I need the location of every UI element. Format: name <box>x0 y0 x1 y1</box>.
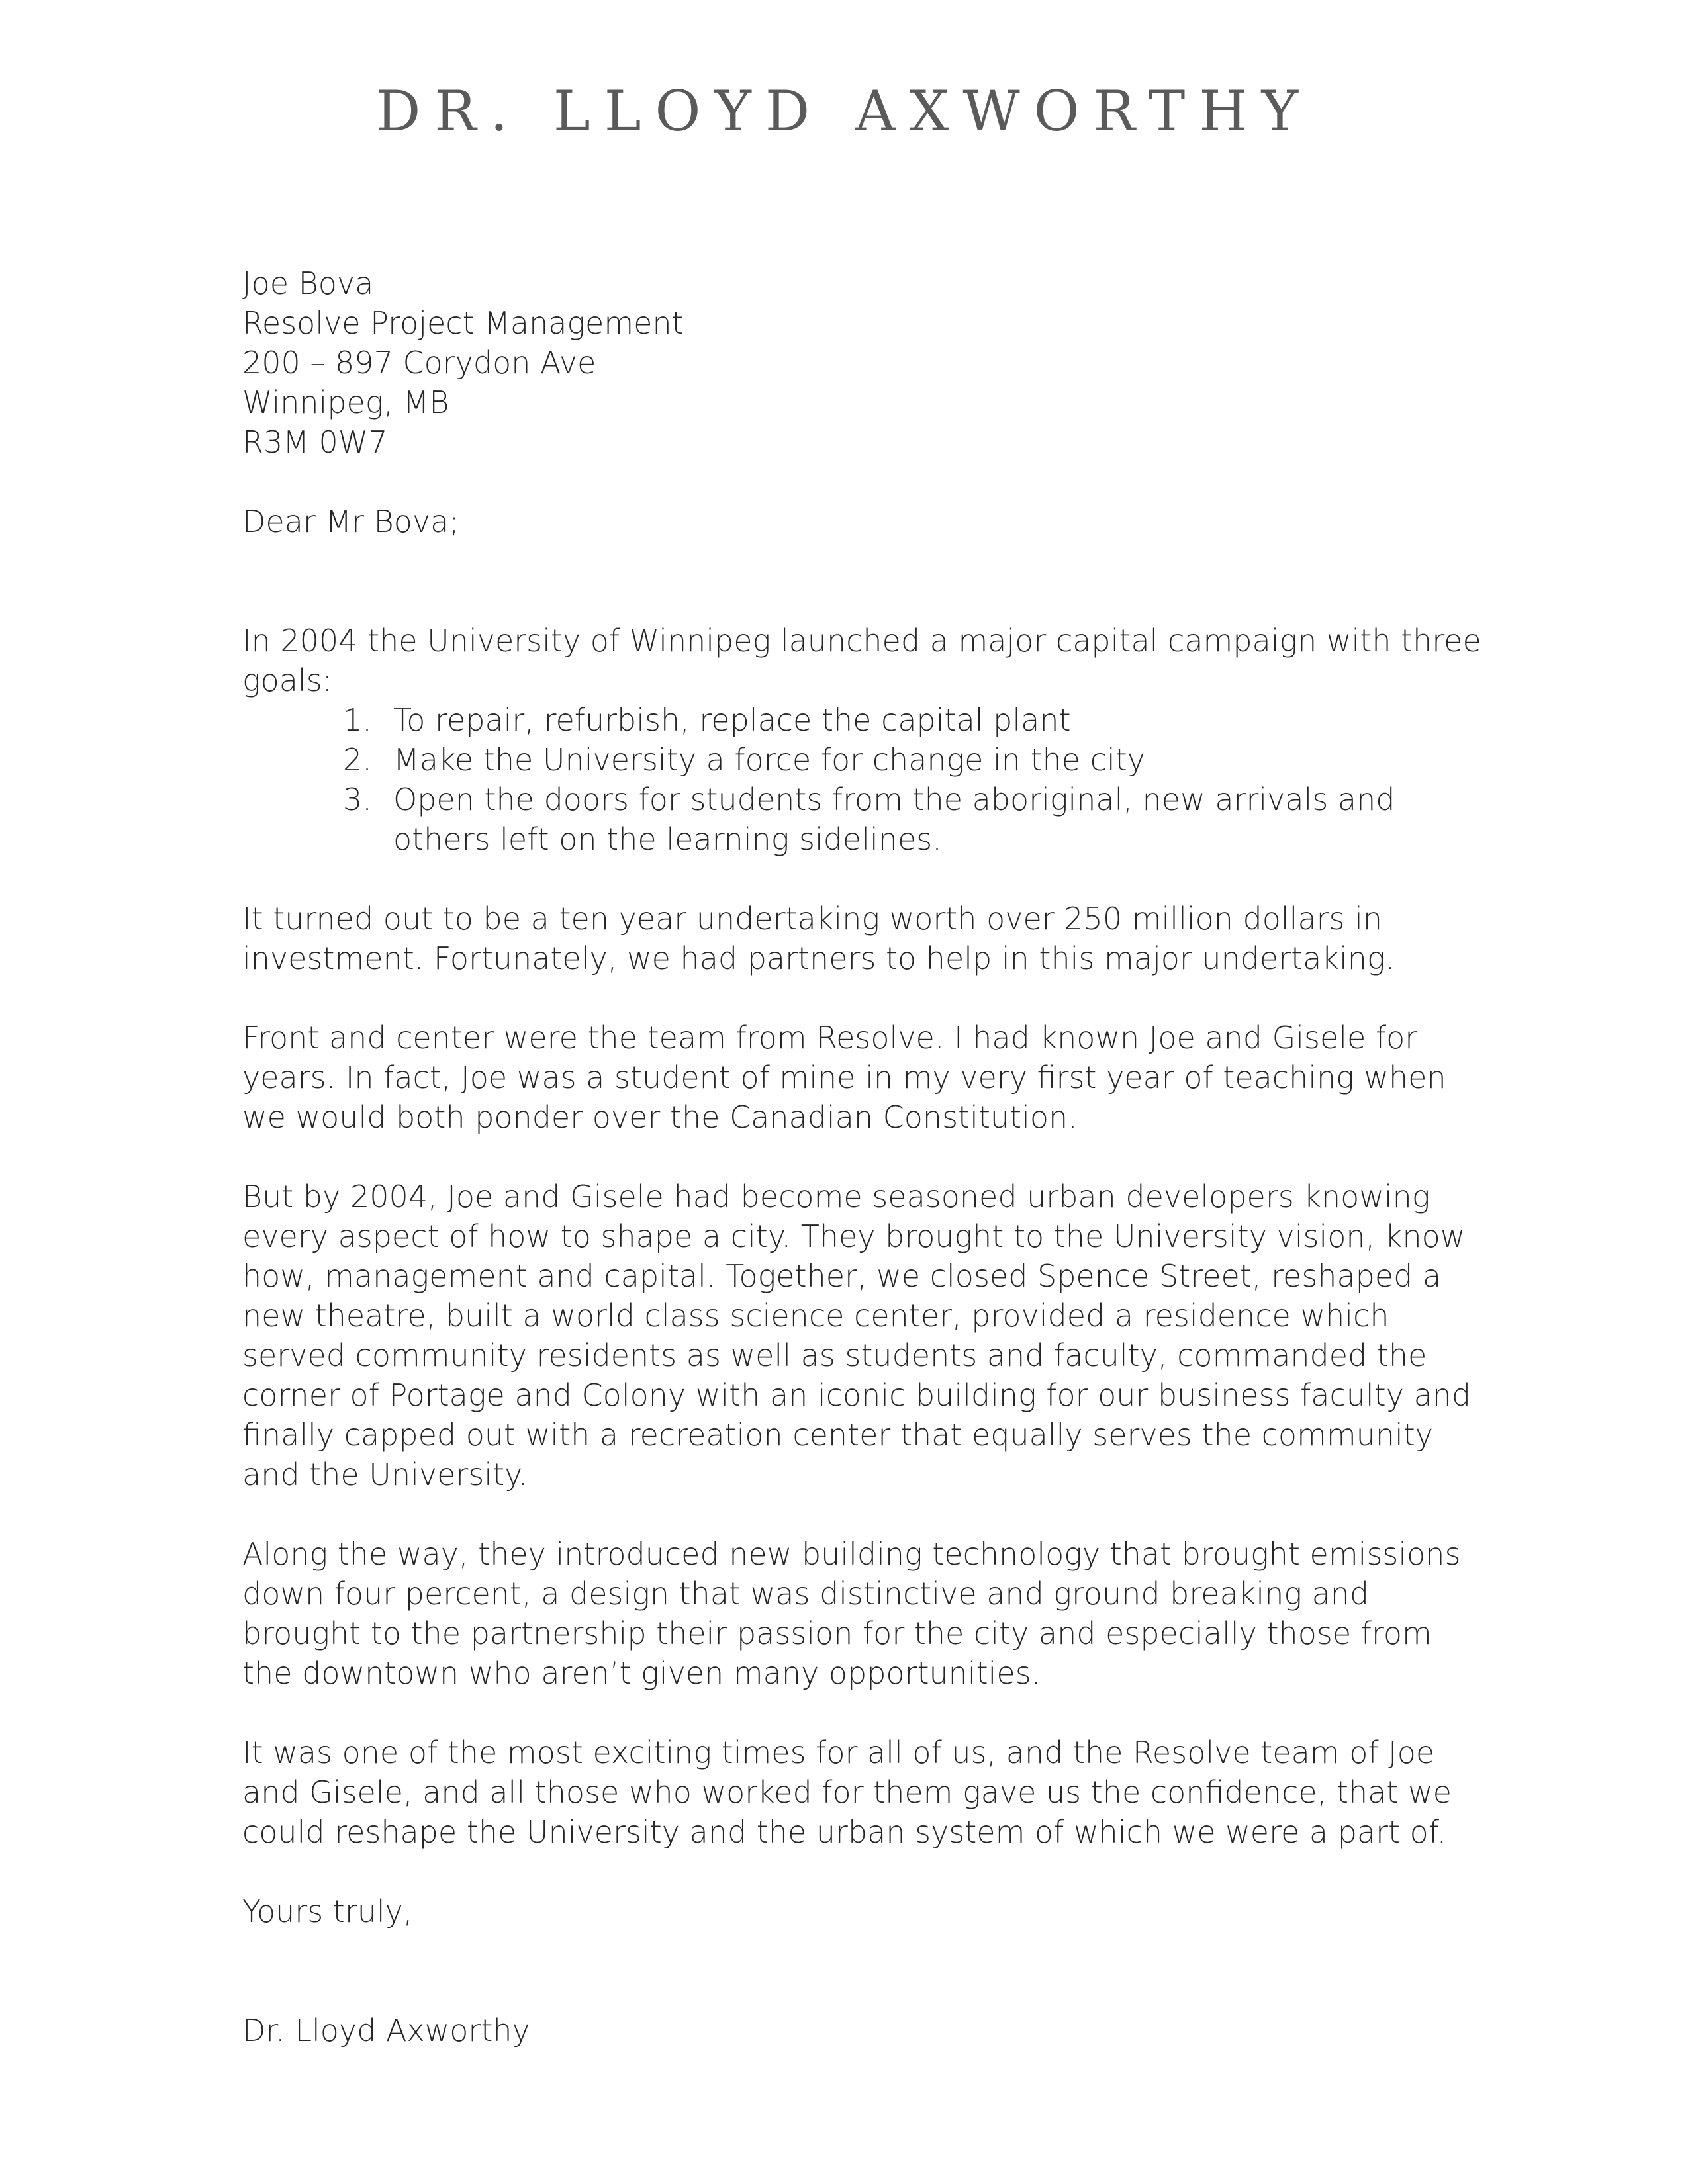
body-paragraph: But by 2004, Joe and Gisele had become seasoned urban developers knowing every aspect of how to shape a city. They brought to the University vision, know how, management and capital. Together, we closed Spence Street, reshaped a new theatre, built a world class science center, provided a residence which served community residents as well as students and faculty, commanded the corner of Portage and Colony with an iconic building for our business faculty and finally capped out with a recreation center that equally serves the community and the University. <box>242 1179 1472 1492</box>
goal-number: 1. <box>343 702 372 738</box>
body-paragraph: Along the way, they introduced new building technology that brought emissions down four percent, a design that was distinctive and ground breaking and brought to the partnership their passion for the city and especially those from the downtown who aren’t given many opportunities. <box>242 1536 1461 1691</box>
goal-number: 2. <box>343 742 372 778</box>
letter-body <box>242 263 1487 2050</box>
recipient-company: Resolve Project Management <box>242 305 684 341</box>
body-paragraph: It turned out to be a ten year undertaking worth over 250 million dollars in investment. Fortunately, we had partners to help in this major undertaking. <box>242 901 1395 976</box>
recipient-street: 200 – 897 Corydon Ave <box>242 345 596 381</box>
signature-name: Dr. Lloyd Axworthy <box>242 2013 530 2048</box>
letterhead-name: DR. LLOYD AXWORTHY <box>375 79 1313 144</box>
goal-item <box>242 740 1452 780</box>
goal-item <box>242 700 1452 740</box>
goal-text: Make the University a force for change in the city <box>393 742 1146 778</box>
goal-number: 3. <box>343 782 372 817</box>
closing: Yours truly, <box>242 1893 413 1929</box>
goal-text: To repair, refurbish, replace the capital plant <box>393 702 1071 738</box>
goals-list <box>242 700 1487 859</box>
goal-item <box>242 780 1452 859</box>
recipient-address <box>242 263 1487 462</box>
body-paragraph: Front and center were the team from Resolve. I had known Joe and Gisele for years. In fact, Joe was a student of mine in my very first year of teaching when we would both ponder over the Canadian Constitution. <box>242 1020 1446 1135</box>
recipient-postal-code: R3M 0W7 <box>242 424 388 460</box>
intro-paragraph: In 2004 the University of Winnipeg launched a major capital campaign with three goals: <box>242 623 1481 698</box>
recipient-name: Joe Bova <box>242 265 374 301</box>
salutation: Dear Mr Bova; <box>242 504 459 539</box>
recipient-city: Winnipeg, MB <box>242 385 449 420</box>
goal-text: Open the doors for students from the aboriginal, new arrivals and others left on the learning sidelines. <box>393 782 1395 857</box>
body-paragraph: It was one of the most exciting times for all of us, and the Resolve team of Joe and Gisele, and all those who worked for them gave us the confidence, that we could reshape the University and the urban system of which we were a part of. <box>242 1735 1452 1850</box>
